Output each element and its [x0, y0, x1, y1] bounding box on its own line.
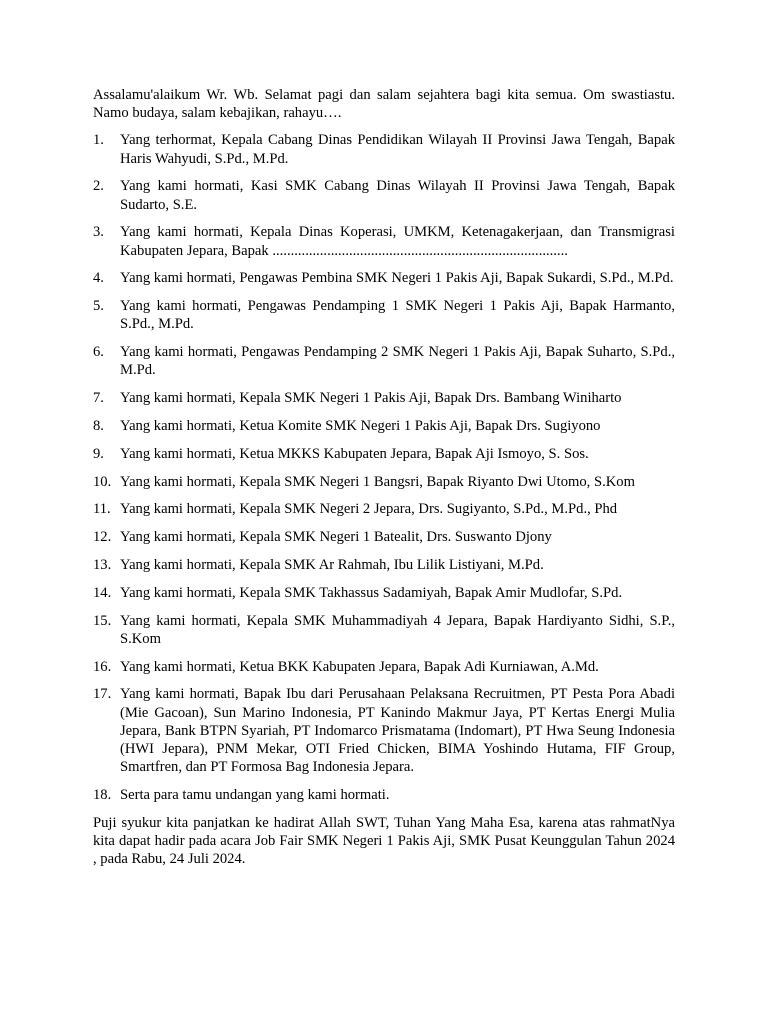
list-text: Yang kami hormati, Ketua Komite SMK Negeri 1 Pakis Aji, Bapak Drs. Sugiyono [120, 418, 601, 434]
list-item [93, 473, 675, 491]
list-number: 14. [93, 584, 112, 601]
list-number: 15. [93, 612, 112, 629]
list-text: Yang kami hormati, Kepala SMK Muhammadiyah 4 Jepara, Bapak Hardiyanto Sidhi, S.P., S.Kom [120, 612, 675, 647]
list-number: 2. [93, 178, 104, 195]
list-number: 9. [93, 445, 104, 462]
list-item [93, 658, 675, 676]
list-number: 8. [93, 418, 104, 434]
list-item [93, 223, 675, 259]
list-text: Yang kami hormati, Kepala SMK Negeri 1 Batealit, Drs. Suswanto Djony [120, 529, 552, 546]
list-item [93, 584, 675, 602]
list-number: 1. [93, 132, 104, 149]
list-text: Yang kami hormati, Pengawas Pendamping 2 SMK Negeri 1 Pakis Aji, Bapak Suharto, S.Pd., M.Pd. [120, 344, 675, 379]
list-number: 16. [93, 658, 112, 675]
list-text: Yang kami hormati, Bapak Ibu dari Perusahaan Pelaksana Recruitmen, PT Pesta Pora Abadi (Mie Gacoan), Sun Marino Indonesia, PT Kanindo Makmur Jaya, PT Kertas Energi Mulia Jepara, Bank BTPN Syariah, PT Indomarco Prismatama (Indomart), PT Hwa Seung Indonesia (HWI Jepara), PNM Mekar, OTI Fried Chicken, BIMA Yoshindo Hutama, FIF Group, Smartfren, dan PT Formosa Bag Indonesia Jepara. [120, 686, 675, 776]
list-item [93, 612, 675, 648]
list-number: 6. [93, 344, 104, 361]
list-number: 7. [93, 390, 104, 407]
list-item [93, 343, 675, 379]
opening-greeting: Assalamu'alaikum Wr. Wb. Selamat pagi dan salam sejahtera bagi kita semua. Om swastiastu. Namo budaya, salam kebajikan, rahayu…. [93, 87, 675, 122]
list-text: Yang kami hormati, Ketua BKK Kabupaten Jepara, Bapak Adi Kurniawan, A.Md. [120, 658, 599, 675]
list-item [93, 297, 675, 333]
list-text: Yang kami hormati, Ketua MKKS Kabupaten Jepara, Bapak Aji Ismoyo, S. Sos. [120, 445, 589, 462]
salutation-list [93, 131, 675, 804]
list-text: Yang kami hormati, Kepala SMK Negeri 2 Jepara, Drs. Sugiyanto, S.Pd., M.Pd., Phd [120, 501, 618, 518]
list-text: Yang kami hormati, Pengawas Pendamping 1 SMK Negeri 1 Pakis Aji, Bapak Harmanto, S.Pd., M.Pd. [120, 298, 675, 333]
document-page [93, 86, 675, 877]
list-item [93, 500, 675, 518]
closing-paragraph: Puji syukur kita panjatkan ke hadirat Allah SWT, Tuhan Yang Maha Esa, karena atas rahmatNya kita dapat hadir pada acara Job Fair SMK Negeri 1 Pakis Aji, SMK Pusat Keunggulan Tahun 2024 , pada Rabu, 24 Juli 2024. [93, 814, 675, 868]
list-item [93, 269, 675, 287]
list-item [93, 445, 675, 463]
list-item [93, 556, 675, 574]
list-text: Serta para tamu undangan yang kami hormati. [120, 786, 390, 803]
list-number: 18. [93, 786, 112, 803]
list-item [93, 417, 675, 435]
list-item [93, 528, 675, 546]
list-text: Yang kami hormati, Kepala Dinas Koperasi, UMKM, Ketenagakerjaan, dan Transmigrasi Kabupaten Jepara, Bapak ................................................................................. [120, 224, 675, 259]
list-number: 13. [93, 556, 112, 573]
list-text: Yang kami hormati, Kepala SMK Negeri 1 Bangsri, Bapak Riyanto Dwi Utomo, S.Kom [120, 473, 635, 490]
list-number: 12. [93, 529, 112, 546]
list-number: 10. [93, 473, 112, 490]
list-text: Yang terhormat, Kepala Cabang Dinas Pendidikan Wilayah II Provinsi Jawa Tengah, Bapak Haris Wahyudi, S.Pd., M.Pd. [120, 132, 675, 167]
list-item [93, 131, 675, 167]
list-text: Yang kami hormati, Kepala SMK Negeri 1 Pakis Aji, Bapak Drs. Bambang Winiharto [120, 390, 622, 407]
list-number: 4. [93, 270, 104, 287]
list-number: 11. [93, 501, 111, 518]
list-item [93, 177, 675, 213]
list-item [93, 685, 675, 776]
list-number: 17. [93, 686, 112, 703]
list-item [93, 389, 675, 407]
list-text: Yang kami hormati, Kepala SMK Takhassus Sadamiyah, Bapak Amir Mudlofar, S.Pd. [120, 584, 623, 601]
list-text: Yang kami hormati, Kasi SMK Cabang Dinas Wilayah II Provinsi Jawa Tengah, Bapak Sudarto, S.E. [120, 178, 675, 213]
list-item [93, 786, 675, 804]
list-number: 3. [93, 224, 104, 241]
list-number: 5. [93, 298, 104, 315]
list-text: Yang kami hormati, Kepala SMK Ar Rahmah, Ibu Lilik Listiyani, M.Pd. [120, 556, 544, 573]
list-text: Yang kami hormati, Pengawas Pembina SMK Negeri 1 Pakis Aji, Bapak Sukardi, S.Pd., M.Pd. [120, 270, 674, 287]
